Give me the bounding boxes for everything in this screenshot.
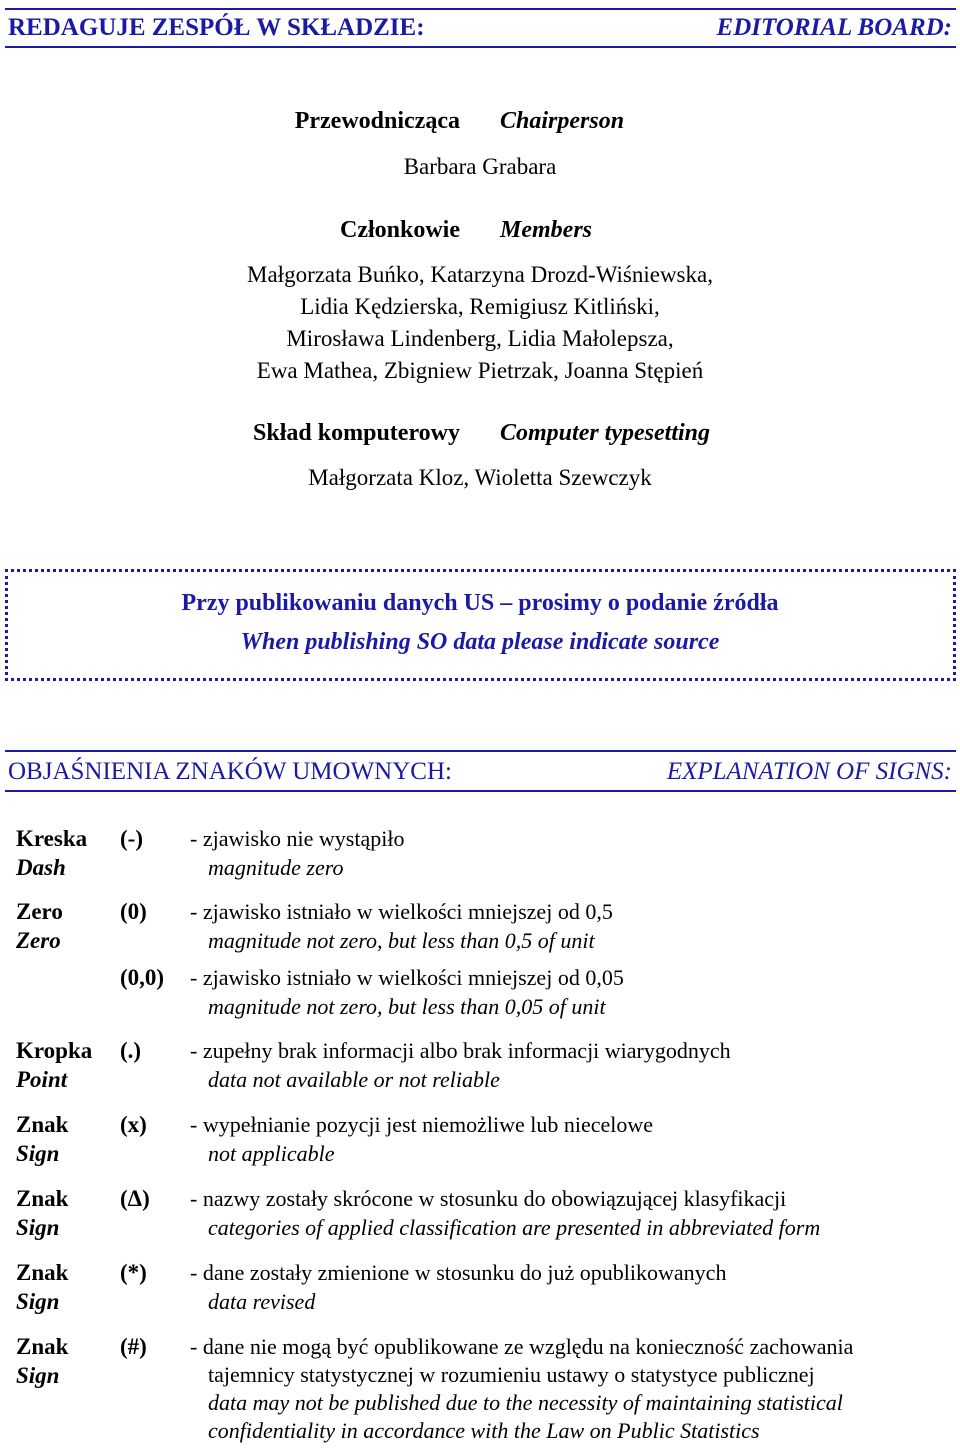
- sign-symbol: (#): [120, 1334, 147, 1359]
- source-notice-box: [5, 569, 956, 681]
- sign-label-pl: Znak: [16, 1112, 69, 1137]
- members-line: Ewa Mathea, Zbigniew Pietrzak, Joanna Stępień: [256, 358, 704, 383]
- typesetting-label-pl: Skład komputerowy: [253, 420, 460, 446]
- sign-symbol: (*): [120, 1260, 147, 1285]
- typesetting-label-en: Computer typesetting: [500, 420, 710, 446]
- sign-desc-pl: - wypełnianie pozycji jest niemożliwe lub niecelowe: [190, 1112, 654, 1137]
- sign-desc-en: magnitude not zero, but less than 0,05 of unit: [208, 994, 606, 1019]
- typesetting-names: [0, 462, 960, 494]
- sign-desc-pl-continued: tajemnicy statystycznej w rozumieniu ustawy o statystyce publicznej: [208, 1362, 815, 1387]
- signs-title-pl: OBJAŚNIENIA ZNAKÓW UMOWNYCH:: [8, 758, 452, 785]
- chair-name-text: Barbara Grabara: [403, 154, 557, 179]
- sign-label-en: Point: [16, 1067, 68, 1092]
- source-notice-en: When publishing SO data please indicate source: [240, 629, 720, 655]
- editorial-title-en: EDITORIAL BOARD:: [716, 14, 952, 41]
- sign-label-en: Zero: [16, 928, 61, 953]
- sign-label-en: Sign: [16, 1215, 60, 1240]
- sign-label-pl: Znak: [16, 1260, 69, 1285]
- sign-symbol: (.): [120, 1038, 142, 1063]
- sign-symbol: (Δ): [120, 1186, 150, 1211]
- sign-desc-en: not applicable: [208, 1141, 335, 1166]
- members-line: Lidia Kędzierska, Remigiusz Kitliński,: [300, 294, 660, 319]
- chair-label-en: Chairperson: [500, 108, 625, 134]
- editorial-top-rule: [5, 8, 956, 10]
- sign-label-pl: Znak: [16, 1186, 69, 1211]
- members-label-en: Members: [500, 217, 592, 243]
- sign-label-en: Sign: [16, 1363, 60, 1388]
- chair-name: [0, 151, 960, 183]
- sign-label-pl: Znak: [16, 1334, 69, 1359]
- members-label-pl: Członkowie: [340, 217, 460, 243]
- sign-desc-pl: - zjawisko nie wystąpiło: [190, 826, 405, 851]
- members-line: Mirosława Lindenberg, Lidia Małolepsza,: [286, 326, 674, 351]
- signs-bottom-rule: [5, 790, 956, 792]
- sign-desc-en: magnitude zero: [208, 855, 344, 880]
- signs-title-en: EXPLANATION OF SIGNS:: [666, 758, 952, 785]
- sign-desc-en: categories of applied classification are presented in abbreviated form: [208, 1215, 821, 1240]
- sign-label-pl: Zero: [16, 899, 63, 924]
- sign-label-en: Sign: [16, 1141, 60, 1166]
- sign-label-pl: Kreska: [16, 826, 88, 851]
- sign-desc-en: data revised: [208, 1289, 316, 1314]
- members-line: Małgorzata Buńko, Katarzyna Drozd-Wiśniewska,: [247, 262, 713, 287]
- sign-label-en: Dash: [16, 855, 66, 880]
- chair-label-pl: Przewodnicząca: [294, 108, 460, 134]
- sign-desc-en: data not available or not reliable: [208, 1067, 500, 1092]
- sign-desc-en-continued: confidentiality in accordance with the Law on Public Statistics: [208, 1418, 760, 1443]
- signs-top-rule: [5, 750, 956, 752]
- sign-symbol: (0,0): [120, 965, 165, 990]
- members-list: [0, 259, 960, 387]
- sign-desc-pl: - zjawisko istniało w wielkości mniejszej od 0,5: [190, 899, 613, 924]
- sign-symbol: (0): [120, 899, 147, 924]
- editorial-bottom-rule: [5, 46, 956, 48]
- sign-label-en: Sign: [16, 1289, 60, 1314]
- editorial-title-pl: REDAGUJE ZESPÓŁ W SKŁADZIE:: [8, 14, 425, 41]
- source-notice-pl: Przy publikowaniu danych US – prosimy o podanie źródła: [181, 590, 779, 616]
- sign-symbol: (x): [120, 1112, 147, 1137]
- sign-desc-pl: - zupełny brak informacji albo brak informacji wiarygodnych: [190, 1038, 731, 1063]
- sign-symbol: (-): [120, 826, 143, 851]
- sign-label-pl: Kropka: [16, 1038, 93, 1063]
- typesetting-names-text: Małgorzata Kloz, Wioletta Szewczyk: [308, 465, 652, 490]
- sign-desc-pl: - zjawisko istniało w wielkości mniejszej od 0,05: [190, 965, 624, 990]
- sign-desc-pl: - nazwy zostały skrócone w stosunku do obowiązującej klasyfikacji: [190, 1186, 787, 1211]
- sign-desc-en: data may not be published due to the necessity of maintaining statistical: [208, 1390, 843, 1415]
- sign-desc-en: magnitude not zero, but less than 0,5 of unit: [208, 928, 595, 953]
- sign-desc-pl: - dane zostały zmienione w stosunku do już opublikowanych: [190, 1260, 727, 1285]
- sign-desc-pl: - dane nie mogą być opublikowane ze względu na konieczność zachowania: [190, 1334, 854, 1359]
